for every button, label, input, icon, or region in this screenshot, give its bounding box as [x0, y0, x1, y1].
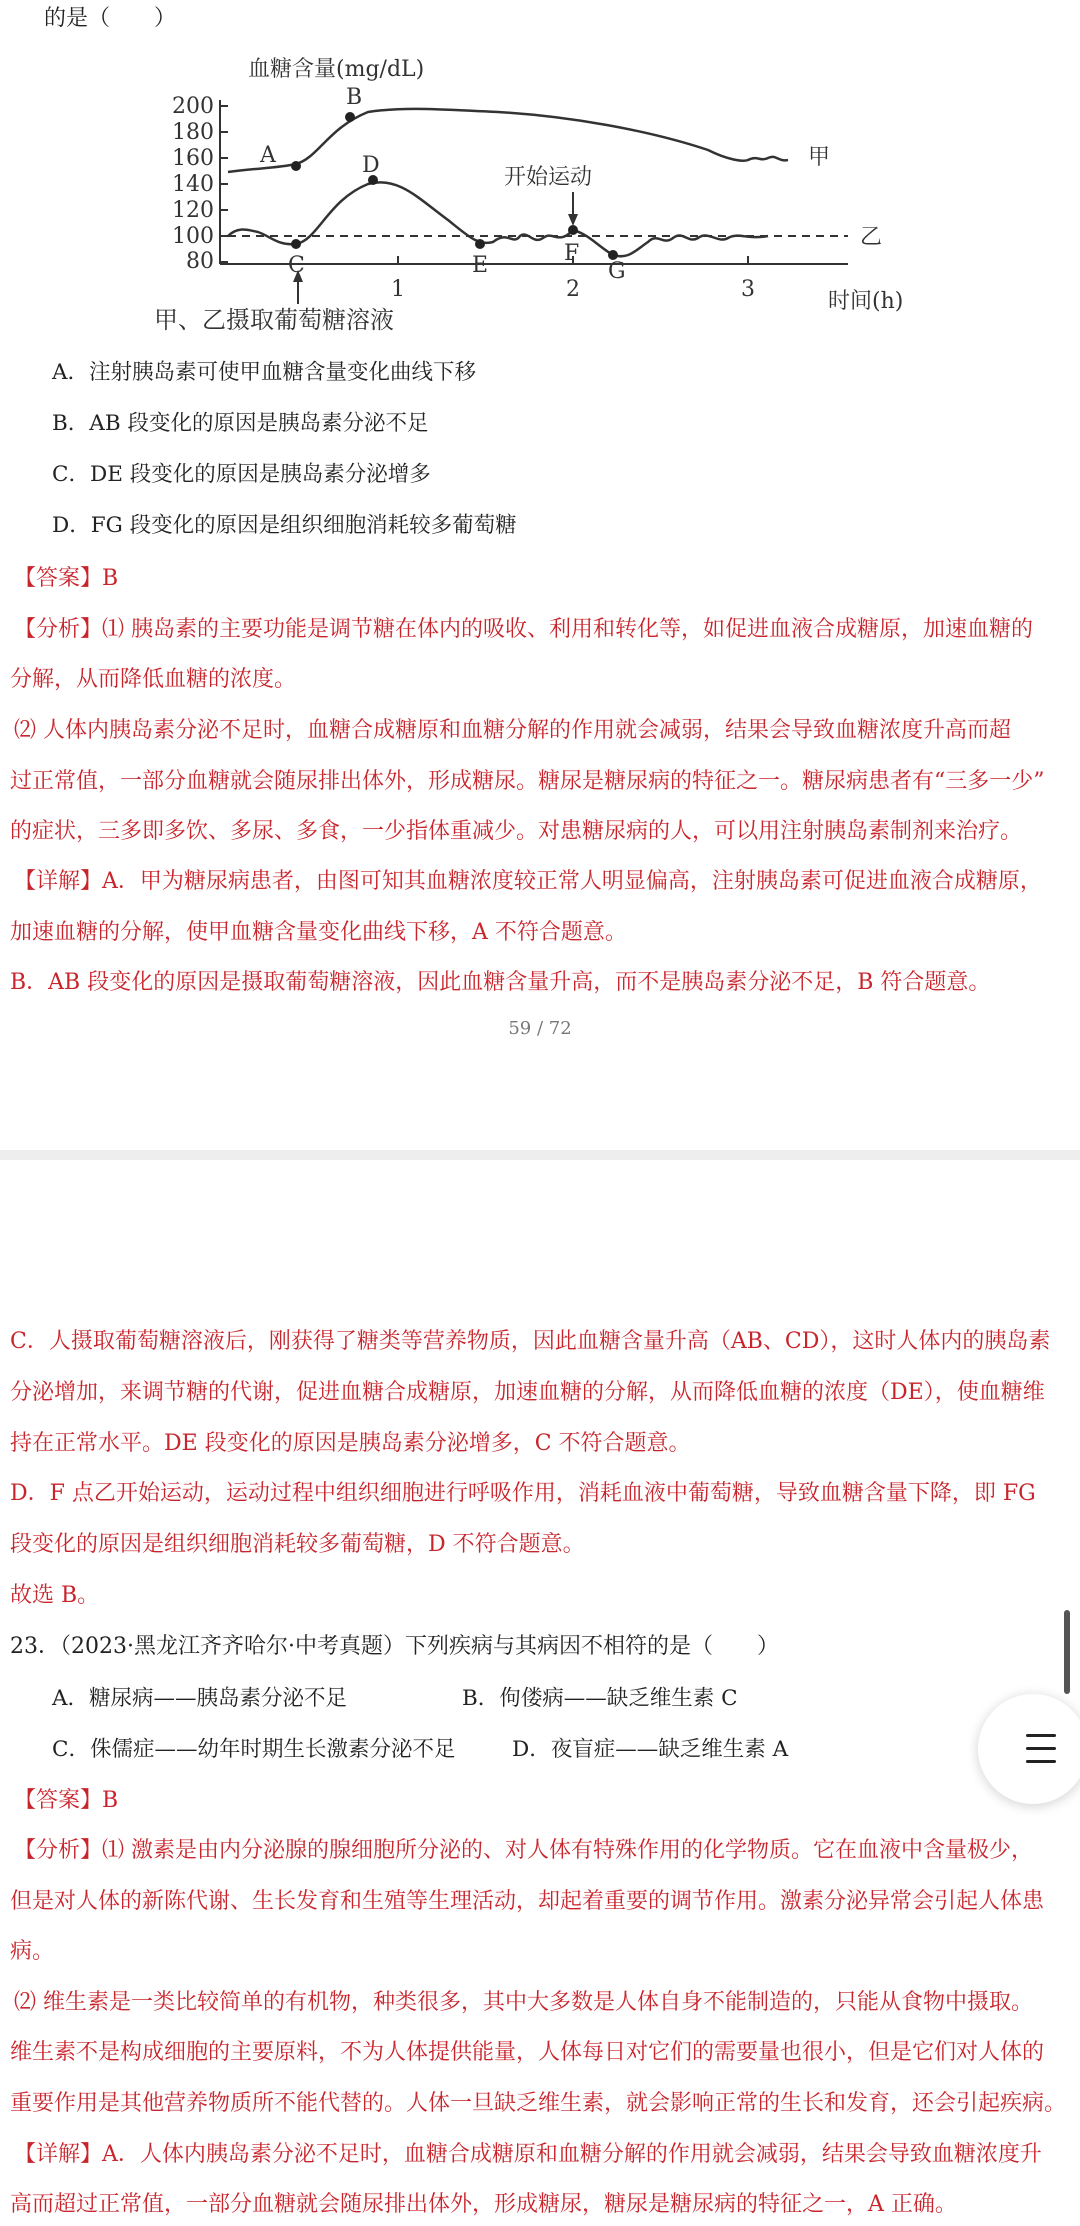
question-23: 23．（2023·黑龙江齐齐哈尔·中考真题）下列疾病与其病因不相符的是（ ） [10, 1634, 779, 1659]
option-c: C．DE 段变化的原因是胰岛素分泌增多 [52, 462, 431, 487]
option-d: D．FG 段变化的原因是组织细胞消耗较多葡萄糖 [52, 513, 517, 538]
option-d: D．夜盲症——缺乏维生素 A [512, 1737, 789, 1762]
point-label: G [608, 259, 626, 284]
y-tick: 100 [172, 224, 214, 249]
analysis-line: 重要作用是其他营养物质所不能代替的。人体一旦缺乏维生素，就会影响正常的生长和发育，还会引起疾病。 [10, 2091, 1067, 2116]
answer: 【答案】B [14, 566, 119, 591]
analysis-line: 但是对人体的新陈代谢、生长发育和生殖等生理活动，却起着重要的调节作用。激素分泌异常会引起人体患 [10, 1889, 1045, 1914]
point-label: C [288, 253, 305, 278]
point-label: D [362, 153, 380, 178]
y-tick: 180 [172, 120, 214, 145]
hamburger-menu-icon [1026, 1734, 1056, 1737]
option-a: A．糖尿病——胰岛素分泌不足 [52, 1686, 348, 1711]
detail-line: D．F 点乙开始运动，运动过程中组织细胞进行呼吸作用，消耗血液中葡萄糖，导致血糖含量下降，即 FG [10, 1481, 1036, 1506]
curve-label-jia: 甲 [808, 145, 831, 170]
detail-line: 【详解】A．人体内胰岛素分泌不足时，血糖合成糖原和血糖分解的作用就会减弱，结果会导致血糖浓度升 [14, 2142, 1042, 2167]
detail-line: B．AB 段变化的原因是摄取葡萄糖溶液，因此血糖含量升高，而不是胰岛素分泌不足，B 符合题意。 [10, 970, 991, 995]
scrollbar-thumb[interactable] [1064, 1610, 1070, 1694]
curve-label-yi: 乙 [860, 225, 883, 250]
point-label: F [564, 241, 580, 266]
detail-line: 【详解】A．甲为糖尿病患者，由图可知其血糖浓度较正常人明显偏高，注射胰岛素可促进血液合成糖原， [14, 869, 1042, 894]
analysis-line: 【分析】⑴ 胰岛素的主要功能是调节糖在体内的吸收、利用和转化等，如促进血液合成糖原，加速血糖的 [14, 617, 1033, 642]
detail-line: 持在正常水平。DE 段变化的原因是胰岛素分泌增多，C 不符合题意。 [10, 1431, 691, 1456]
detail-line: 加速血糖的分解，使甲血糖含量变化曲线下移，A 不符合题意。 [10, 920, 627, 945]
detail-line: C．人摄取葡萄糖溶液后，刚获得了糖类等营养物质，因此血糖含量升高（AB、CD），这时人体内的胰岛素 [10, 1329, 1051, 1354]
option-b: B．AB 段变化的原因是胰岛素分泌不足 [52, 411, 429, 436]
y-axis-label: 血糖含量(mg/dL) [248, 57, 425, 82]
x-tick: 2 [566, 277, 580, 302]
point-label: B [346, 85, 363, 110]
analysis-line: 分解，从而降低血糖的浓度。 [10, 667, 297, 692]
question-tail: 的是（ ） [44, 6, 177, 31]
analysis-line: 过正常值，一部分血糖就会随尿排出体外，形成糖尿。糖尿是糖尿病的特征之一。糖尿病患者有“三多一少” [10, 769, 1045, 794]
y-tick: 140 [172, 172, 214, 197]
answer: 【答案】B [14, 1788, 119, 1813]
analysis-line: 【分析】⑴ 激素是由内分泌腺的腺细胞所分泌的、对人体有特殊作用的化学物质。它在血液中含量极少， [14, 1838, 1033, 1863]
analysis-line: 病。 [10, 1939, 55, 1964]
page-number: 59 / 72 [508, 1018, 572, 1039]
point-label: E [472, 253, 489, 278]
conclusion: 故选 B。 [10, 1583, 100, 1608]
x-tick: 1 [391, 277, 405, 302]
y-tick: 160 [172, 146, 214, 171]
option-c: C．侏儒症——幼年时期生长激素分泌不足 [52, 1737, 456, 1762]
option-b: B．佝偻病——缺乏维生素 C [462, 1686, 738, 1711]
analysis-line: ⑵ 维生素是一类比较简单的有机物，种类很多，其中大多数是人体自身不能制造的，只能从食物中摄取。 [14, 1990, 1033, 2015]
point-label: A [260, 143, 276, 168]
bottom-note: 甲、乙摄取葡萄糖溶液 [154, 306, 394, 334]
option-a: A．注射胰岛素可使甲血糖含量变化曲线下移 [52, 360, 477, 385]
x-tick: 3 [741, 277, 755, 302]
y-tick: 200 [172, 94, 214, 119]
y-tick: 80 [186, 249, 214, 274]
analysis-line: ⑵ 人体内胰岛素分泌不足时，血糖合成糖原和血糖分解的作用就会减弱，结果会导致血糖浓度升高而超 [14, 718, 1011, 743]
analysis-line: 维生素不是构成细胞的主要原料，不为人体提供能量，人体每日对它们的需要量也很小，但是它们对人体的 [10, 2040, 1045, 2065]
detail-line: 段变化的原因是组织细胞消耗较多葡萄糖，D 不符合题意。 [10, 1532, 585, 1557]
blood-sugar-chart [148, 50, 948, 340]
menu-button[interactable] [978, 1694, 1080, 1804]
page-divider [0, 1150, 1080, 1160]
y-tick: 120 [172, 198, 214, 223]
exercise-note: 开始运动 [504, 165, 593, 190]
detail-line: 分泌增加，来调节糖的代谢，促进血糖合成糖原，加速血糖的分解，从而降低血糖的浓度（DE），使血糖维 [10, 1380, 1045, 1405]
analysis-line: 的症状，三多即多饮、多尿、多食，一少指体重减少。对患糖尿病的人，可以用注射胰岛素制剂来治疗。 [10, 819, 1023, 844]
x-axis-label: 时间(h) [828, 289, 904, 314]
detail-line: 高而超过正常值，一部分血糖就会随尿排出体外，形成糖尿，糖尿是糖尿病的特征之一，A 正确。 [10, 2192, 957, 2217]
